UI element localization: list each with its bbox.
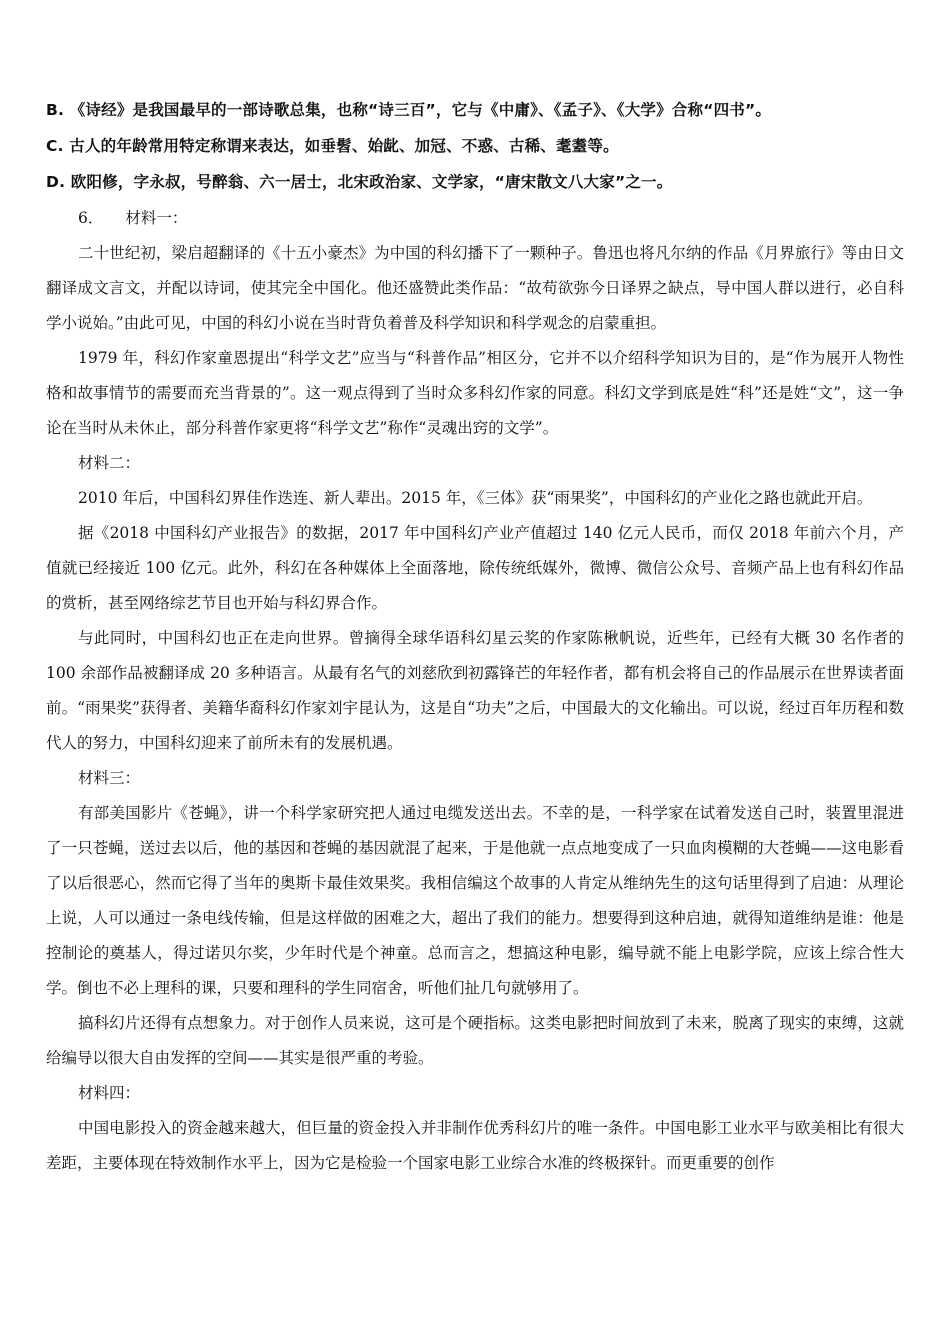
option-b-text: 《诗经》是我国最早的一部诗歌总集，也称“诗三百”，它与《中庸》、《孟子》、《大学》合称“四书”。 [69,101,772,119]
material2-paragraph-3: 与此同时，中国科幻也正在走向世界。曾摘得全球华语科幻星云奖的作家陈楸帆说，近些年，已经有大概 30 名作者的 100 余部作品被翻译成 20 多种语言。从最有名气的刘慈欣到初露锋芒的年轻作者，都有机会将自己的作品展示在世界读者面前。“雨果奖”获得者、美籍华裔科幻作家刘宇昆认为，这是自“功夫”之后，中国最大的文化输出。可以说，经过百年历程和数代人的努力，中国科幻迎来了前所未有的发展机遇。 [46,629,904,752]
material1-label: 材料一： [125,209,188,227]
option-c-letter: C. [46,137,64,155]
option-d-text: 欧阳修，字永叔，号醉翁、六一居士，北宋政治家、文学家，“唐宋散文八大家”之一。 [70,173,673,191]
material3-label: 材料三： [78,769,141,787]
material1-paragraph-1: 二十世纪初，梁启超翻译的《十五小豪杰》为中国的科幻播下了一颗种子。鲁迅也将凡尔纳的作品《月界旅行》等由日文翻译成文言文，并配以诗词，使其完全中国化。他还盛赞此类作品：“故苟欲弥今日译界之缺点，导中国人群以进行，必自科学小说始。”由此可见，中国的科幻小说在当时背负着普及科学知识和科学观念的启蒙重担。 [46,244,904,332]
option-b [46,92,904,128]
material2-label: 材料二： [78,454,141,472]
option-d-letter: D. [46,173,66,191]
question-6-header [46,200,904,236]
option-d [46,164,904,200]
material2-paragraph-1: 2010 年后，中国科幻界佳作迭连、新人辈出。2015 年，《三体》获“雨果奖”，中国科幻的产业化之路也就此开启。 [78,489,873,507]
option-b-letter: B. [46,101,65,119]
question-number: 6． [78,209,104,227]
material4-paragraph-1: 中国电影投入的资金越来越大，但巨量的资金投入并非制作优秀科幻片的唯一条件。中国电影工业水平与欧美相比有很大差距，主要体现在特效制作水平上，因为它是检验一个国家电影工业综合水准的终极探针。而更重要的创作 [46,1119,904,1172]
option-c-text: 古人的年龄常用特定称谓来表达，如垂髫、始龀、加冠、不惑、古稀、耄耋等。 [69,137,619,155]
option-c [46,128,904,164]
material1-paragraph-2: 1979 年，科幻作家童恩提出“科学文艺”应当与“科普作品”相区分，它并不以介绍科学知识为目的，是“作为展开人物性格和故事情节的需要而充当背景的”。这一观点得到了当时众多科幻作家的同意。科幻文学到底是姓“科”还是姓“文”，这一争论在当时从未休止，部分科普作家更将“科学文艺”称作“灵魂出窍的文学”。 [46,349,904,437]
material4-label: 材料四： [78,1084,141,1102]
material3-paragraph-2: 搞科幻片还得有点想象力。对于创作人员来说，这可是个硬指标。这类电影把时间放到了未来，脱离了现实的束缚，这就给编导以很大自由发挥的空间——其实是很严重的考验。 [46,1014,904,1067]
material2-paragraph-2: 据《2018 中国科幻产业报告》的数据，2017 年中国科幻产业产值超过 140 亿元人民币，而仅 2018 年前六个月，产值就已经接近 100 亿元。此外，科幻在各种媒体上全面落地，除传统纸媒外，微博、微信公众号、音频产品上也有科幻作品的赏析，甚至网络综艺节目也开始与科幻界合作。 [46,524,904,612]
material3-paragraph-1: 有部美国影片《苍蝇》，讲一个科学家研究把人通过电缆发送出去。不幸的是，一科学家在试着发送自己时，装置里混进了一只苍蝇，送过去以后，他的基因和苍蝇的基因就混了起来，于是他就一点点地变成了一只血肉模糊的大苍蝇——这电影看了以后很恶心，然而它得了当年的奥斯卡最佳效果奖。我相信编这个故事的人肯定从维纳先生的这句话里得到了启迪：从理论上说，人可以通过一条电线传输，但是这样做的困难之大，超出了我们的能力。想要得到这种启迪，就得知道维纳是谁：他是控制论的奠基人，得过诺贝尔奖，少年时代是个神童。总而言之，想搞这种电影，编导就不能上电影学院，应该上综合性大学。倒也不必上理科的课，只要和理科的学生同宿舍，听他们扯几句就够用了。 [46,804,904,997]
